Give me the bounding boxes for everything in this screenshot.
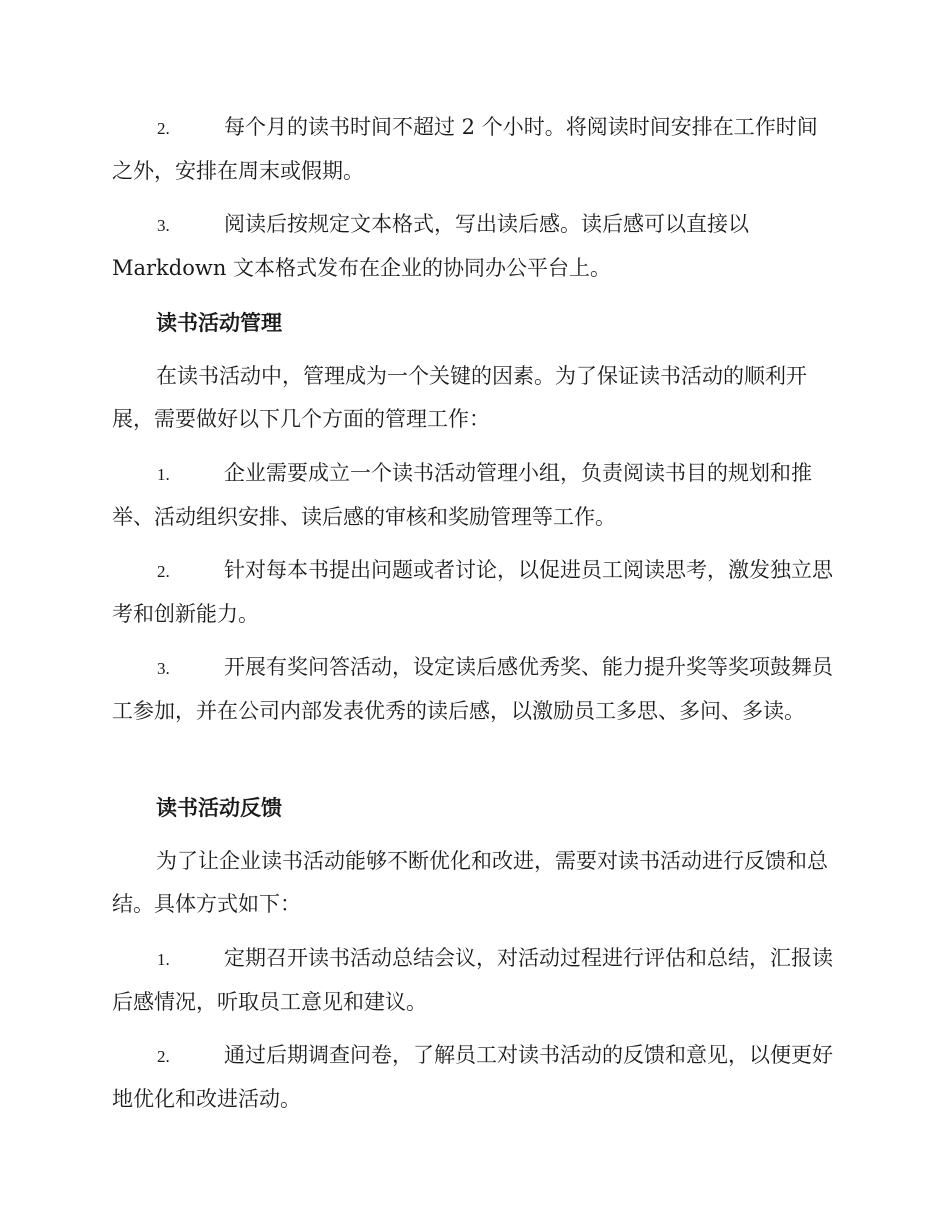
- list-number: 3.: [157, 216, 170, 235]
- list-text: 阅读后按规定文本格式，写出读后感。读后感可以直接以 Markdown 文本格式发布在企业的协同办公平台上。: [112, 212, 749, 280]
- list-text: 定期召开读书活动总结会议，对活动过程进行评估和总结，汇报读后感情况，听取员工意见和建议。: [112, 946, 833, 1014]
- list-number: 3.: [157, 659, 170, 678]
- list-item: [112, 106, 834, 193]
- list-number: 2.: [157, 1047, 170, 1066]
- paragraph-text: 在读书活动中，管理成为一个关键的因素。为了保证读书活动的顺利开展，需要做好以下几个方面的管理工作：: [112, 364, 807, 431]
- list-number: 1.: [157, 465, 170, 484]
- list-item: [112, 1034, 834, 1121]
- paragraph: [112, 355, 834, 441]
- list-item: [112, 646, 834, 733]
- list-text: 针对每本书提出问题或者讨论，以促进员工阅读思考，激发独立思考和创新能力。: [112, 558, 833, 626]
- list-number: 1.: [157, 950, 170, 969]
- list-item: [112, 452, 834, 539]
- list-number: 2.: [157, 119, 170, 138]
- list-text: 每个月的读书时间不超过 2 个小时。将阅读时间安排在工作时间之外，安排在周末或假期。: [112, 115, 818, 183]
- list-text: 开展有奖问答活动，设定读后感优秀奖、能力提升奖等奖项鼓舞员工参加，并在公司内部发表优秀的读后感，以激励员工多思、多问、多读。: [112, 655, 833, 723]
- list-number: 2.: [157, 562, 170, 581]
- paragraph: [112, 840, 834, 926]
- list-item: [112, 203, 834, 290]
- list-text: 企业需要成立一个读书活动管理小组，负责阅读书目的规划和推举、活动组织安排、读后感的审核和奖励管理等工作。: [112, 461, 812, 529]
- section-heading-management: 读书活动管理: [156, 310, 282, 335]
- list-item: [112, 549, 834, 636]
- paragraph-text: 为了让企业读书活动能够不断优化和改进，需要对读书活动进行反馈和总结。具体方式如下：: [112, 849, 828, 916]
- list-item: [112, 937, 834, 1024]
- list-text: 通过后期调查问卷，了解员工对读书活动的反馈和意见，以便更好地优化和改进活动。: [112, 1043, 833, 1111]
- section-heading-feedback: 读书活动反馈: [156, 795, 282, 820]
